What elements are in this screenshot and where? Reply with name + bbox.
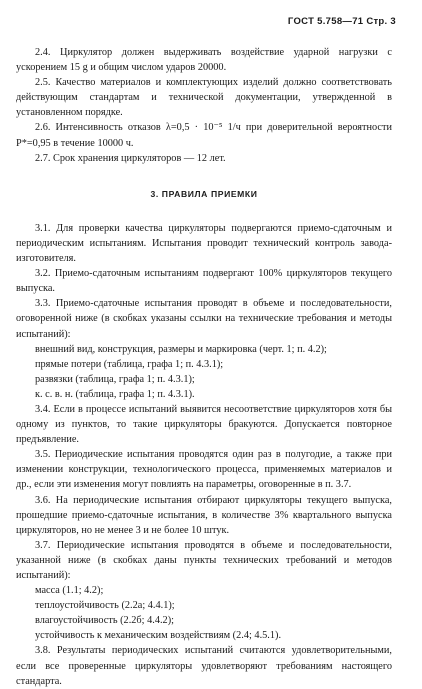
- paragraph-2-5: 2.5. Качество материалов и комплектующих изделий должно соответствовать действующим стандартам и технической документации, утвержденной в установленном порядке.: [16, 77, 392, 119]
- paragraph-3-3: 3.3. Приемо-сдаточные испытания проводят в объеме и последовательности, оговоренной ниже (в скобках указаны ссылки на технические требования и методы испытаний):: [16, 298, 392, 340]
- paragraph-3-4: 3.4. Если в процессе испытаний выявится несоответствие циркуляторов хотя бы одному из пунктов, то такие циркуляторы бракуются. Допускается повторное предъявление.: [16, 403, 392, 446]
- paragraph-3-2: 3.2. Приемо-сдаточным испытаниям подвергают 100% циркуляторов текущего выпуска.: [16, 268, 392, 295]
- paragraph-3-8: 3.8. Результаты периодических испытаний считаются удовлетворительными, если все проверенные циркуляторы удовлетворяют требованиям настоящего стандарта.: [16, 645, 392, 687]
- paragraph-2-4: 2.4. Циркулятор должен выдерживать воздействие ударной нагрузки с ускорением 15 g и общим числом ударов 20000.: [16, 47, 392, 74]
- list-item-moisture-resistance: влагоустойчивость (2.2б; 4.4.2);: [35, 615, 174, 627]
- paragraph-2-7: 2.7. Срок хранения циркуляторов — 12 лет.: [35, 152, 226, 164]
- document-body: [16, 45, 392, 689]
- paragraph-3-5: 3.5. Периодические испытания проводятся один раз в полугодие, а также при изменении конструкции, технологического процесса, применяемых материалов и др., если эти изменения могут повлиять на параметры, оговоренные в п. 3.7.: [16, 449, 392, 491]
- list-item-mechanical-resistance: устойчивость к механическим воздействиям (2.4; 4.5.1).: [35, 630, 282, 642]
- list-item-mass: масса (1.1; 4.2);: [35, 585, 104, 597]
- page-header: ГОСТ 5.758—71 Стр. 3: [287, 16, 396, 27]
- list-item-vswr: к. с. в. н. (таблица, графа 1; п. 4.3.1).: [35, 388, 195, 400]
- list-item-isolation: развязки (таблица, графа 1; п. 4.3.1);: [35, 373, 195, 385]
- paragraph-2-6: 2.6. Интенсивность отказов λ=0,5 · 10⁻⁵ 1/ч при доверительной вероятности P*=0,95 в течение 10000 ч.: [16, 122, 392, 149]
- section-title: 3. ПРАВИЛА ПРИЕМКИ: [150, 188, 258, 199]
- paragraph-3-7: 3.7. Периодические испытания проводятся в объеме и последовательности, указанной ниже (в скобках даны пункты технических требований и методов испытаний):: [16, 539, 392, 581]
- paragraph-3-6: 3.6. На периодические испытания отбирают циркуляторы текущего выпуска, прошедшие приемо-сдаточные испытания, в количестве 3% квартального выпуска циркуляторов, но не менее 3 и не более 10 штук.: [16, 494, 392, 536]
- list-item-heat-resistance: теплоустойчивость (2.2а; 4.4.1);: [35, 600, 175, 612]
- paragraph-3-1: 3.1. Для проверки качества циркуляторы подвергаются приемо-сдаточным и периодическим испытаниям. Испытания проводит технический контроль завода-изготовителя.: [16, 222, 392, 265]
- list-item-appearance: внешний вид, конструкция, размеры и маркировка (черт. 1; п. 4.2);: [35, 343, 327, 355]
- list-item-direct-losses: прямые потери (таблица, графа 1; п. 4.3.1);: [35, 358, 224, 370]
